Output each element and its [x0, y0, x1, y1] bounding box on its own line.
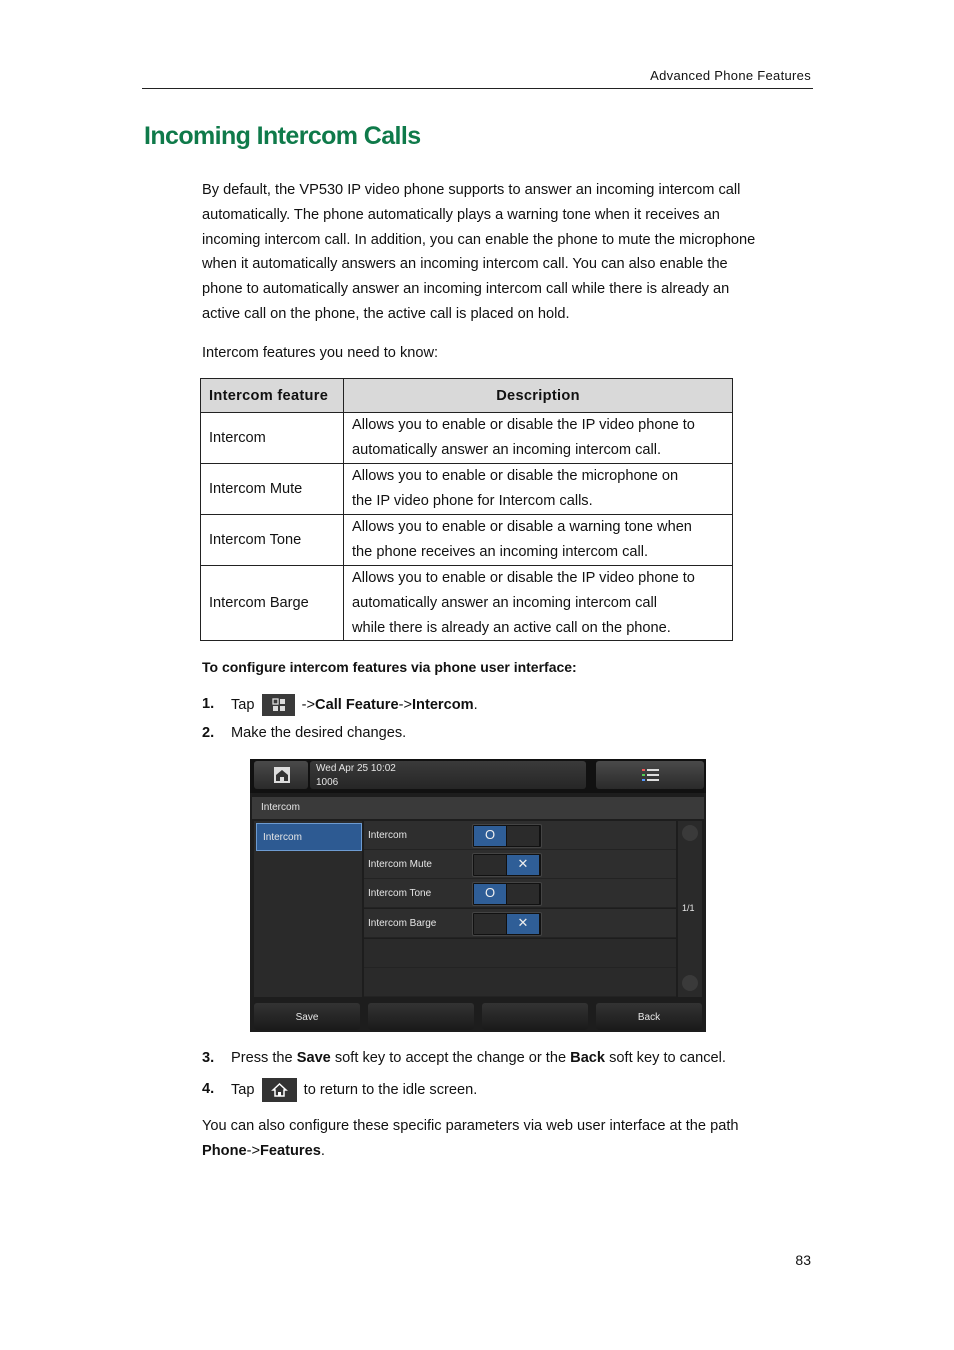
step-2 — [202, 725, 802, 747]
toggle-symbol: ✕ — [517, 915, 529, 930]
phone-screen — [250, 759, 706, 1032]
home-icon — [262, 1078, 297, 1102]
step-text: Press the — [231, 1050, 293, 1066]
empty-row — [364, 968, 676, 997]
path-segment: Phone — [202, 1142, 247, 1159]
arrow: -> — [301, 696, 316, 713]
step-3 — [202, 1050, 822, 1072]
punctuation: . — [473, 696, 478, 713]
running-header: Advanced Phone Features — [650, 68, 811, 83]
page-indicator: 1/1 — [682, 903, 695, 913]
intercom-toggle[interactable] — [472, 824, 542, 848]
description-line: the IP video phone for Intercom calls. — [352, 493, 593, 509]
intro-line: By default, the VP530 IP video phone supports to answer an incoming intercom call — [202, 182, 741, 198]
intro-line: active call on the phone, the active call is placed on hold. — [202, 305, 570, 322]
table-row — [201, 515, 733, 566]
empty-row — [364, 939, 676, 968]
toggle-knob — [507, 826, 539, 846]
table-header-row — [201, 379, 733, 413]
step-text: soft key to accept the change or the — [334, 1050, 567, 1066]
feature-cell: Intercom Barge — [201, 566, 344, 641]
toggle-symbol: O — [484, 827, 496, 842]
scrollbar[interactable] — [678, 821, 702, 997]
step-number: 1. — [202, 696, 215, 712]
arrow: -> — [398, 696, 412, 713]
toggle-knob — [474, 914, 506, 934]
menu-button[interactable] — [596, 761, 704, 789]
setting-row-intercom-barge — [364, 909, 676, 938]
home-icon — [254, 761, 308, 789]
left-menu-label: Intercom — [263, 832, 302, 843]
description-line: Allows you to enable or disable the IP video phone to — [352, 417, 695, 434]
save-key-name: Save — [296, 1050, 331, 1066]
punctuation: . — [320, 1142, 325, 1159]
description-line: automatically answer an incoming intercom call — [352, 594, 657, 611]
step-number: 3. — [202, 1050, 215, 1066]
description-cell — [344, 413, 733, 464]
description-cell — [344, 464, 733, 515]
menu-title: Intercom — [261, 802, 300, 813]
page-number: 83 — [795, 1252, 811, 1268]
step-1 — [202, 692, 802, 718]
menu-titlebar — [252, 797, 704, 819]
toggle-symbol: ✕ — [517, 856, 529, 871]
intro-paragraph — [202, 178, 812, 327]
step-text: Tap — [231, 696, 255, 713]
toggle-symbol: O — [484, 885, 496, 900]
intercom-tone-toggle[interactable] — [472, 882, 542, 906]
intro-line: incoming intercom call. In addition, you can enable the phone to mute the microphone — [202, 231, 756, 248]
outro-path — [202, 1139, 812, 1164]
step-text: to return to the idle screen. — [303, 1081, 478, 1098]
menu-path: Intercom — [411, 696, 474, 713]
setting-label: Intercom Barge — [368, 918, 437, 929]
setting-label: Intercom — [368, 830, 407, 841]
extension: 1006 — [316, 777, 339, 788]
step-text: Tap — [231, 1081, 255, 1098]
menu-icon — [262, 694, 295, 716]
step-4 — [202, 1077, 802, 1103]
description-line: while there is already an active call on the phone. — [352, 619, 671, 636]
description-cell — [344, 566, 733, 641]
description-line: Allows you to enable or disable the microphone on — [352, 468, 679, 485]
intercom-barge-toggle[interactable] — [472, 912, 542, 936]
status-info — [310, 761, 586, 789]
features-table — [200, 378, 733, 641]
scroll-down-icon[interactable] — [682, 975, 698, 991]
step-number: 2. — [202, 725, 215, 741]
setting-label: Intercom Mute — [368, 859, 432, 870]
back-key-name: Back — [570, 1050, 606, 1066]
setting-row-intercom — [364, 821, 676, 850]
table-row — [201, 464, 733, 515]
feature-cell: Intercom Tone — [201, 515, 344, 566]
softkey-back[interactable]: Back — [596, 1003, 702, 1030]
section-title: Incoming Intercom Calls — [144, 122, 421, 150]
menu-path: Call Feature — [315, 696, 399, 713]
outro-paragraph — [202, 1114, 812, 1164]
list-icon — [596, 761, 704, 789]
scroll-up-icon[interactable] — [682, 825, 698, 841]
table-header: Intercom feature — [201, 379, 344, 413]
step-text: soft key to cancel. — [609, 1050, 726, 1066]
description-line: Allows you to enable or disable a warning tone when — [352, 519, 692, 536]
header-rule — [142, 88, 813, 89]
toggle-knob — [474, 855, 506, 875]
path-segment: Features — [259, 1142, 321, 1159]
outro-line: You can also configure these specific parameters via web user interface at the path — [202, 1118, 739, 1134]
softkey-2[interactable] — [368, 1003, 474, 1030]
intro-line: phone to automatically answer an incoming intercom call while there is already an — [202, 281, 730, 298]
description-cell — [344, 515, 733, 566]
description-line: the phone receives an incoming intercom call. — [352, 544, 649, 560]
table-header: Description — [344, 379, 733, 413]
setting-row-intercom-mute — [364, 850, 676, 879]
intro-line: when it automatically answers an incoming intercom call. You can also enable the — [202, 256, 728, 273]
procedure-title: To configure intercom features via phone user interface: — [202, 659, 577, 675]
softkey-save[interactable]: Save — [254, 1003, 360, 1030]
step-text: Make the desired changes. — [231, 725, 407, 741]
setting-row-intercom-tone — [364, 879, 676, 908]
step-number: 4. — [202, 1081, 215, 1097]
intro-line: automatically. The phone automatically plays a warning tone when it receives an — [202, 206, 720, 223]
table-row — [201, 413, 733, 464]
description-line: automatically answer an incoming intercom call. — [352, 442, 662, 458]
feature-cell: Intercom Mute — [201, 464, 344, 515]
date-time: Wed Apr 25 10:02 — [316, 763, 396, 774]
feature-cell: Intercom — [201, 413, 344, 464]
left-menu-item-intercom[interactable] — [256, 823, 362, 851]
arrow: -> — [246, 1142, 260, 1159]
intercom-mute-toggle[interactable] — [472, 853, 542, 877]
setting-label: Intercom Tone — [368, 888, 432, 899]
softkey-3[interactable] — [482, 1003, 588, 1030]
table-row — [201, 566, 733, 641]
toggle-knob — [507, 884, 539, 904]
features-intro: Intercom features you need to know: — [202, 345, 439, 361]
description-line: Allows you to enable or disable the IP video phone to — [352, 570, 695, 586]
home-button[interactable] — [254, 761, 308, 789]
